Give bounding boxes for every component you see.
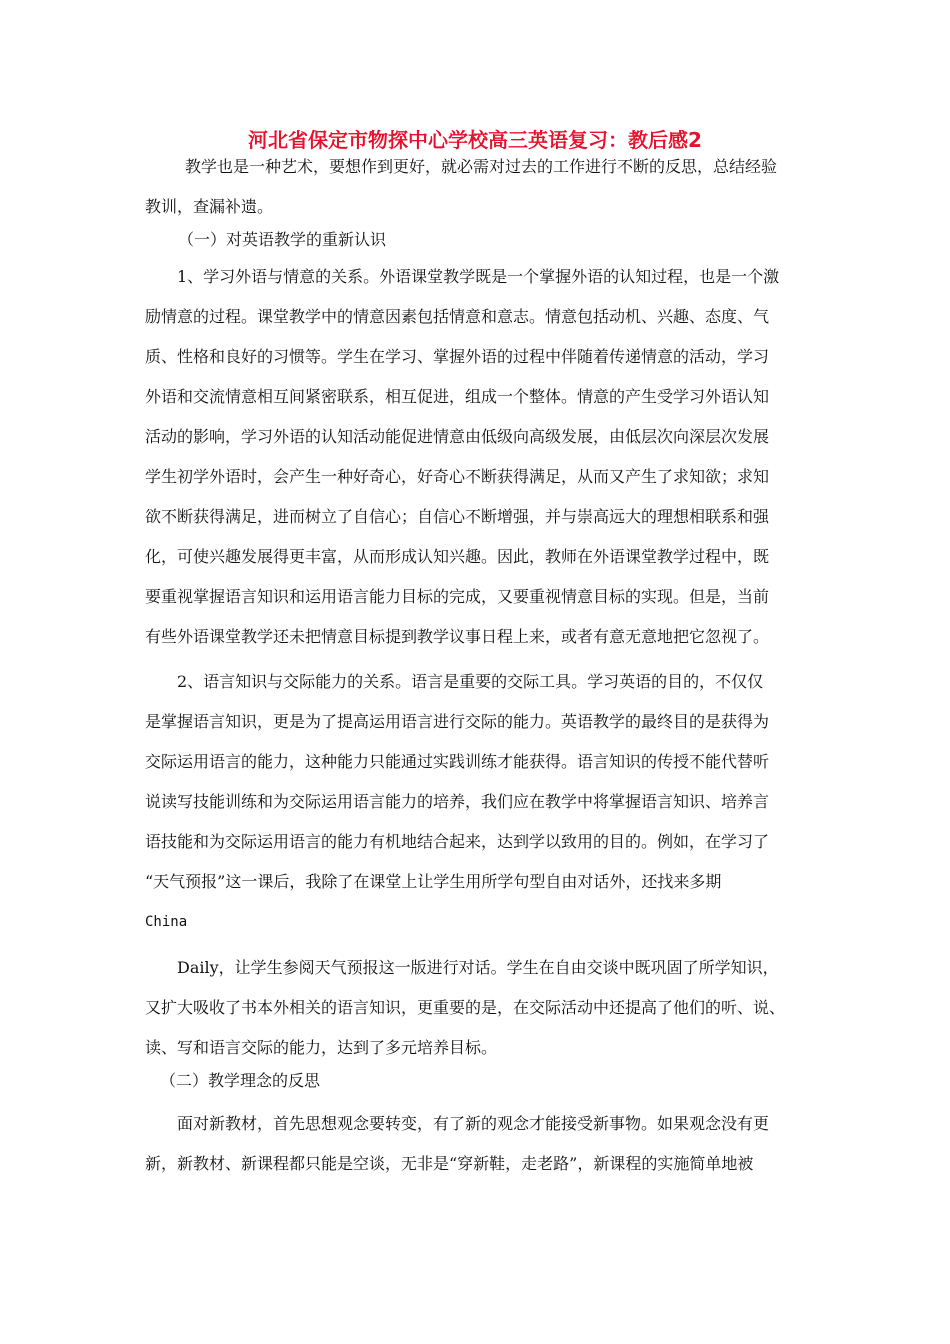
text-line: 外语和交流情意相互间紧密联系，相互促进，组成一个整体。情意的产生受学习外语认知 xyxy=(145,387,770,406)
text-line: 1、学习外语与情意的关系。外语课堂教学既是一个掌握外语的认知过程，也是一个激 xyxy=(177,267,780,286)
document-title: 河北省保定市物探中心学校高三英语复习：教后感2 xyxy=(248,128,702,152)
text-line: 交际运用语言的能力，这种能力只能通过实践训练才能获得。语言知识的传授不能代替听 xyxy=(145,752,770,771)
section-heading-1: （一）对英语教学的重新认识 xyxy=(178,230,387,249)
text-line: 新，新教材、新课程都只能是空谈，无非是“穿新鞋，走老路”，新课程的实施简单地被 xyxy=(145,1154,754,1173)
paragraph-3 xyxy=(145,948,825,1068)
text-line: 有些外语课堂教学还未把情意目标提到教学议事日程上来，或者有意无意地把它忽视了。 xyxy=(145,627,770,646)
intro-paragraph xyxy=(145,147,825,227)
text-line: “天气预报”这一课后，我除了在课堂上让学生用所学句型自由对话外，还找来多期 xyxy=(145,872,722,891)
section-heading-2: （二）教学理念的反思 xyxy=(160,1071,321,1090)
text-line: China xyxy=(145,914,188,930)
text-line: 化，可使兴趣发展得更丰富，从而形成认知兴趣。因此，教师在外语课堂教学过程中，既 xyxy=(145,547,770,566)
text-line: Daily，让学生参阅天气预报这一版进行对话。学生在自由交谈中既巩固了所学知识， xyxy=(177,958,779,977)
text-line: 说读写技能训练和为交际运用语言能力的培养，我们应在教学中将掌握语言知识、培养言 xyxy=(145,792,770,811)
paragraph-2 xyxy=(145,662,825,942)
text-line: 教学也是一种艺术，要想作到更好，就必需对过去的工作进行不断的反思，总结经验 xyxy=(185,157,778,176)
text-line: 励情意的过程。课堂教学中的情意因素包括情意和意志。情意包括动机、兴趣、态度、气 xyxy=(145,307,770,326)
paragraph-1 xyxy=(145,257,825,657)
text-line: 欲不断获得满足，进而树立了自信心；自信心不断增强，并与崇高远大的理想相联系和强 xyxy=(145,507,770,526)
text-line: 学生初学外语时，会产生一种好奇心，好奇心不断获得满足，从而又产生了求知欲；求知 xyxy=(145,467,770,486)
text-line: 要重视掌握语言知识和运用语言能力目标的完成，又要重视情意目标的实现。但是，当前 xyxy=(145,587,770,606)
text-line: 语技能和为交际运用语言的能力有机地结合起来，达到学以致用的目的。例如，在学习了 xyxy=(145,832,770,851)
text-line: 活动的影响，学习外语的认知活动能促进情意由低级向高级发展，由低层次向深层次发展 xyxy=(145,427,770,446)
text-line: 又扩大吸收了书本外相关的语言知识，更重要的是，在交际活动中还提高了他们的听、说、 xyxy=(145,998,786,1017)
paragraph-4 xyxy=(145,1104,825,1184)
text-line: 质、性格和良好的习惯等。学生在学习、掌握外语的过程中伴随着传递情意的活动，学习 xyxy=(145,347,770,366)
text-line: 读、写和语言交际的能力，达到了多元培养目标。 xyxy=(145,1038,498,1057)
text-line: 是掌握语言知识，更是为了提高运用语言进行交际的能力。英语教学的最终目的是获得为 xyxy=(145,712,770,731)
text-line: 教训，查漏补遗。 xyxy=(145,197,274,216)
text-line: 面对新教材，首先思想观念要转变，有了新的观念才能接受新事物。如果观念没有更 xyxy=(177,1114,770,1133)
text-line: 2、语言知识与交际能力的关系。语言是重要的交际工具。学习英语的目的，不仅仅 xyxy=(177,672,764,691)
